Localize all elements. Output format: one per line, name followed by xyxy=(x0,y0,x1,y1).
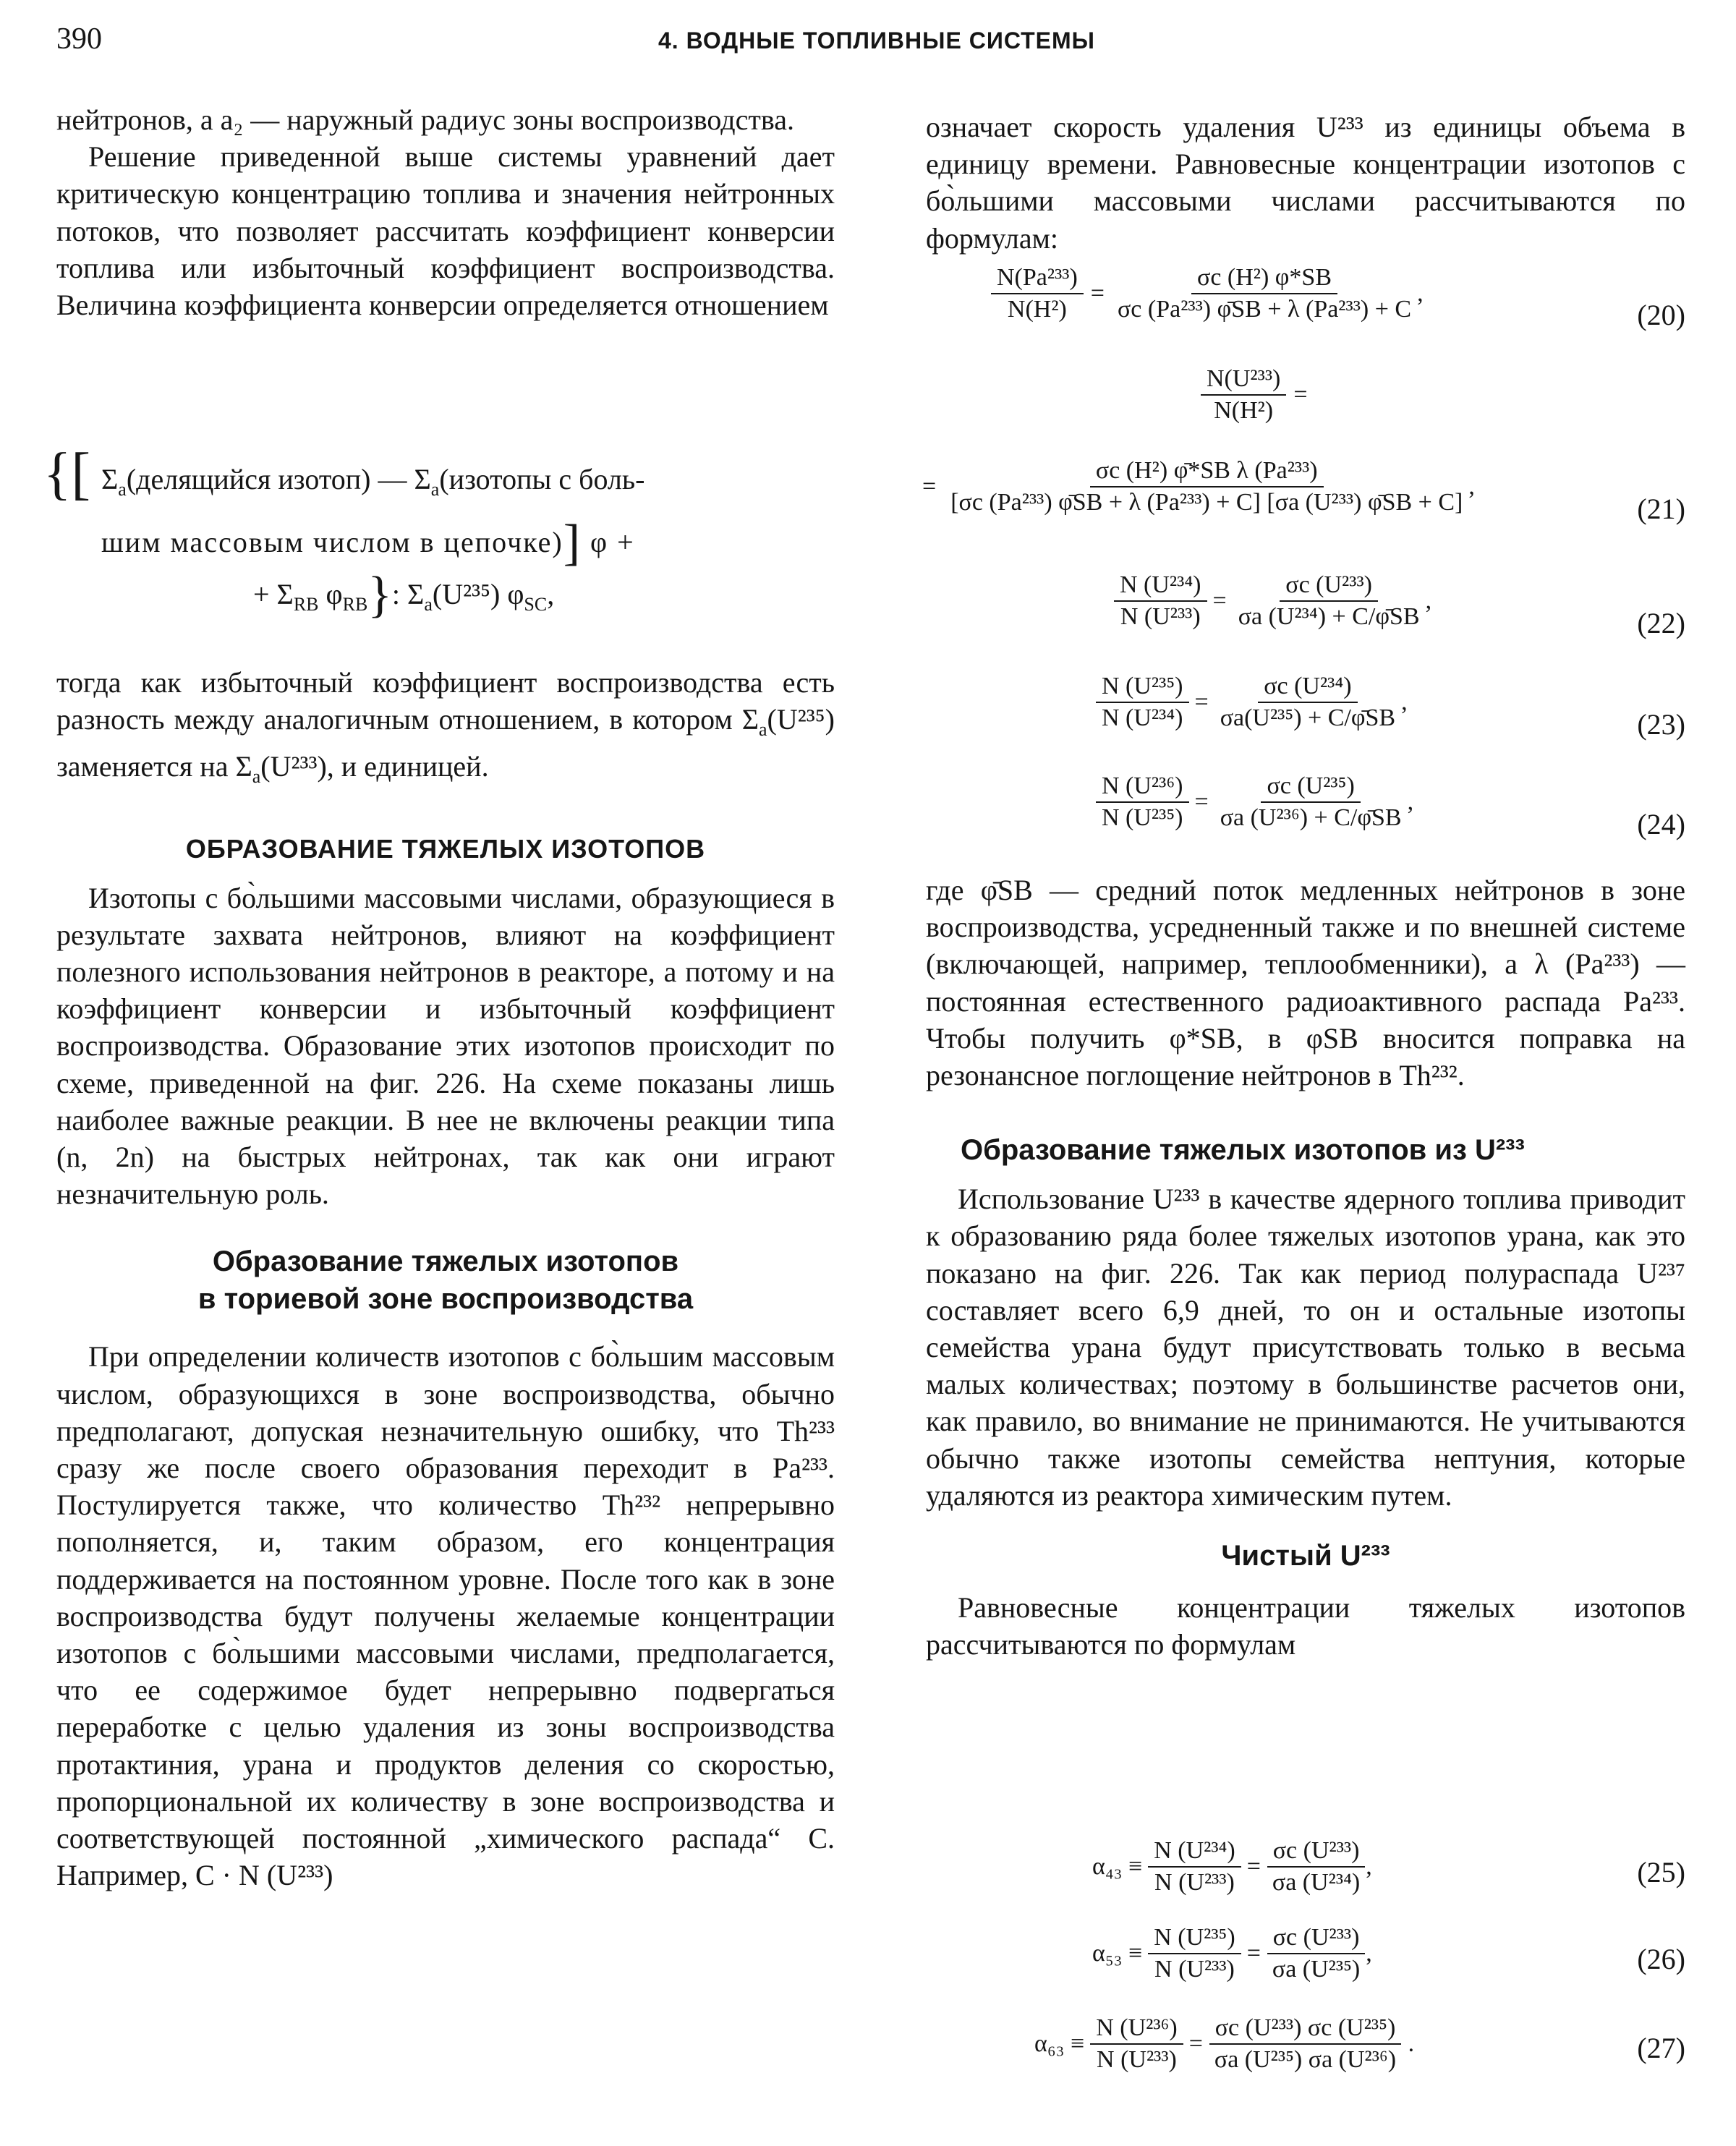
right-paragraph-4: Равновесные концентрации тяжелых изотопов рассчитываются по формулам xyxy=(926,1591,1685,1661)
equation-27: α₆₃ ≡ $\frac{\text{N (U²³⁶)}}{\text{N (U²³³)}}$ = $\frac{\text{σc (U²³³) σc (U²³⁵)}}{\text{σa (U²³⁵) σa (U²³⁶)}}$ . xyxy=(1034,2014,1415,2073)
heading-heavy-isotopes: ОБРАЗОВАНИЕ ТЯЖЕЛЫХ ИЗОТОПОВ xyxy=(185,833,706,864)
equation-number-27: (27) xyxy=(1637,2032,1685,2064)
equation-23: $\frac{\text{N (U²³⁵)}}{\text{N (U²³⁴)}}$ = $\frac{\text{σc (U²³⁴)}}{\text{σa(U²³⁵) + C/φ̄SB}}$ , xyxy=(1096,673,1408,732)
equation-number-22: (22) xyxy=(1637,607,1685,639)
heading-from-u233: Образование тяжелых изотопов из U²³³ xyxy=(961,1134,1525,1167)
running-title: 4. ВОДНЫЕ ТОПЛИВНЫЕ СИСТЕМЫ xyxy=(658,27,1095,54)
equation-number-24: (24) xyxy=(1637,808,1685,840)
right-column xyxy=(926,108,1685,257)
equation-number-25: (25) xyxy=(1637,1856,1685,1889)
formula-line3-b: : Σ xyxy=(391,578,425,610)
heading-pure-u233: Чистый U²³³ xyxy=(1221,1540,1390,1572)
equation-number-21: (21) xyxy=(1637,493,1685,525)
equation-21-rhs: = $\frac{\text{σc (H²) φ̄*SB λ (Pa²³³)}}{\text{[σc (Pa²³³) φ̄SB + λ (Pa²³³) + C] [σa (U²³³) φ̄SB + C]}}$ , xyxy=(922,457,1475,516)
formula-line3-a: + Σ xyxy=(253,578,294,610)
equation-24: $\frac{\text{N (U²³⁶)}}{\text{N (U²³⁵)}}$ = $\frac{\text{σc (U²³⁵)}}{\text{σa (U²³⁶) + C/φ̄SB}}$ , xyxy=(1096,772,1413,832)
equation-26: α₅₃ ≡ $\frac{\text{N (U²³⁵)}}{\text{N (U²³³)}}$ = $\frac{\text{σc (U²³³)}}{\text{σa (U²³⁵)}}$ , xyxy=(1092,1924,1372,1983)
heading-thorium-zone-1: Образование тяжелых изотопов xyxy=(212,1246,679,1278)
left-paragraph-2: Решение приведенной выше системы уравнений дает критическую концентрацию топлива и значения нейтронных потоков, что позволяет рассчитать коэффициент конверсии топлива или избыточный коэффициент воспроизводства. Величина коэффициента конверсии определяется отношением xyxy=(56,140,835,322)
right-paragraph-1: означает скорость удаления U²³³ из единицы объема в единицу времени. Равновесные концентрации изотопов с бо̀льшими массовыми числами рассчитываются по формулам: xyxy=(926,111,1685,255)
left-paragraph-1: нейтронов, а a₂ — наружный радиус зоны воспроизводства. xyxy=(56,103,794,136)
formula-line1-b: (изотопы с боль- xyxy=(439,463,645,495)
left-paragraph-4: Изотопы с бо̀льшими массовыми числами, образующиеся в результате захвата нейтронов, влияют на коэффициент полезного использования нейтронов в реакторе, а потому и на коэффициент конверсии и избыточный коэффициент воспроизводства. Образование этих изотопов происходит по схеме, приведенной на фиг. 226. На схеме показаны лишь наиболее важные реакции. В нее не включены реакции типа (n, 2n) на быстрых нейтронах, так как они играют незначительную роль. xyxy=(56,881,835,1211)
heading-thorium-zone-2: в ториевой зоне воспроизводства xyxy=(197,1283,694,1316)
left-column xyxy=(56,101,835,323)
formula-line2: шим массовым числом в цепочке) xyxy=(101,526,563,558)
formula-line1-a: (делящийся изотоп) — xyxy=(126,463,407,495)
equation-21-lhs: $\frac{\text{N(U²³³)}}{\text{N(H²)}}$ = xyxy=(1201,365,1308,425)
equation-20: $\frac{\text{N(Pa²³³)}}{\text{N(H²)}}$ = $\frac{\text{σc (H²) φ*SB}}{\text{σc (Pa²³³) φ̄SB + λ (Pa²³³) + C}}$ , xyxy=(991,264,1424,323)
page-number: 390 xyxy=(56,22,102,56)
left-column-2 xyxy=(56,664,835,1894)
right-paragraph-3: Использование U²³³ в качестве ядерного топлива приводит к образованию ряда более тяжелых изотопов урана, как это показано на фиг. 226. Так как период полураспада U²³⁷ составляет всего 6,9 дней, то он и остальные изотопы семейства урана будут присутствовать только в весьма малых количествах; поэтому в большинстве расчетов они, как правило, во внимание не принимаются. Не учитываются обычно также изотопы семейства нептуния, которые удаляются из реактора химическим путем. xyxy=(926,1183,1685,1512)
equation-22: $\frac{\text{N (U²³⁴)}}{\text{N (U²³³)}}$ = $\frac{\text{σc (U²³³)}}{\text{σa (U²³⁴) + C/φ̄SB}}$ , xyxy=(1114,571,1431,631)
equation-number-23: (23) xyxy=(1637,708,1685,741)
equation-25: α₄₃ ≡ $\frac{\text{N (U²³⁴)}}{\text{N (U²³³)}}$ = $\frac{\text{σc (U²³³)}}{\text{σa (U²³⁴)}}$ , xyxy=(1092,1837,1372,1896)
right-paragraph-2: где φ̄SB — средний поток медленных нейтронов в зоне воспроизводства, усредненный также и по внешней системе (включающей, например, теплообменники), а λ (Pa²³³) — постоянная естественного радиоактивного распада Pa²³³. Чтобы получить φ*SB, в φSB вносится поправка на резонансное поглощение нейтронов в Th²³². xyxy=(926,874,1685,1092)
right-column-2 xyxy=(926,872,1685,1663)
left-paragraph-3: тогда как избыточный коэффициент воспроизводства есть разность между аналогичным отношением, в котором $\Sigma_a(U^{235})$ заменяется на $\Sigma_a(U^{233})$, и единицей. xyxy=(56,666,835,788)
left-paragraph-5: При определении количеств изотопов с бо̀льшим массовым числом, образующихся в зоне воспроизводства, обычно предполагают, допуская незначительную ошибку, что Th²³³ сразу же после своего образования переходит в Pa²³³. Постулируется также, что количество Th²³² непрерывно пополняется, и, таким образом, его концентрация поддерживается на постоянном уровне. После того как в зоне воспроизводства будут получены желаемые концентрации изотопов с бо̀льшими массовыми числами, предполагается, что ее содержимое будет непрерывно подвергаться переработке с целью удаления из зоны воспроизводства протактиния, урана и продуктов деления со скоростью, пропорциональной их количеству в зоне воспроизводства и соответствующей постоянной „химического распада“ C. Например, C · N (U²³³) xyxy=(56,1340,835,1892)
formula-line3-c: (U²³⁵) φ xyxy=(432,578,524,610)
equation-number-26: (26) xyxy=(1637,1943,1685,1975)
conversion-ratio-formula: {[ $\Sigma_a(делящийся$ изотоп) — $\Sigma_a(изотопы$ с боль- шим массовым числом в цепочке)] φ + + $\Sigma_{RB}$ $\varphi_{RB}$}: $\Sigma_a(U^{235})$ $\varphi_{SC}$, xyxy=(43,442,645,623)
equation-number-20: (20) xyxy=(1637,299,1685,331)
